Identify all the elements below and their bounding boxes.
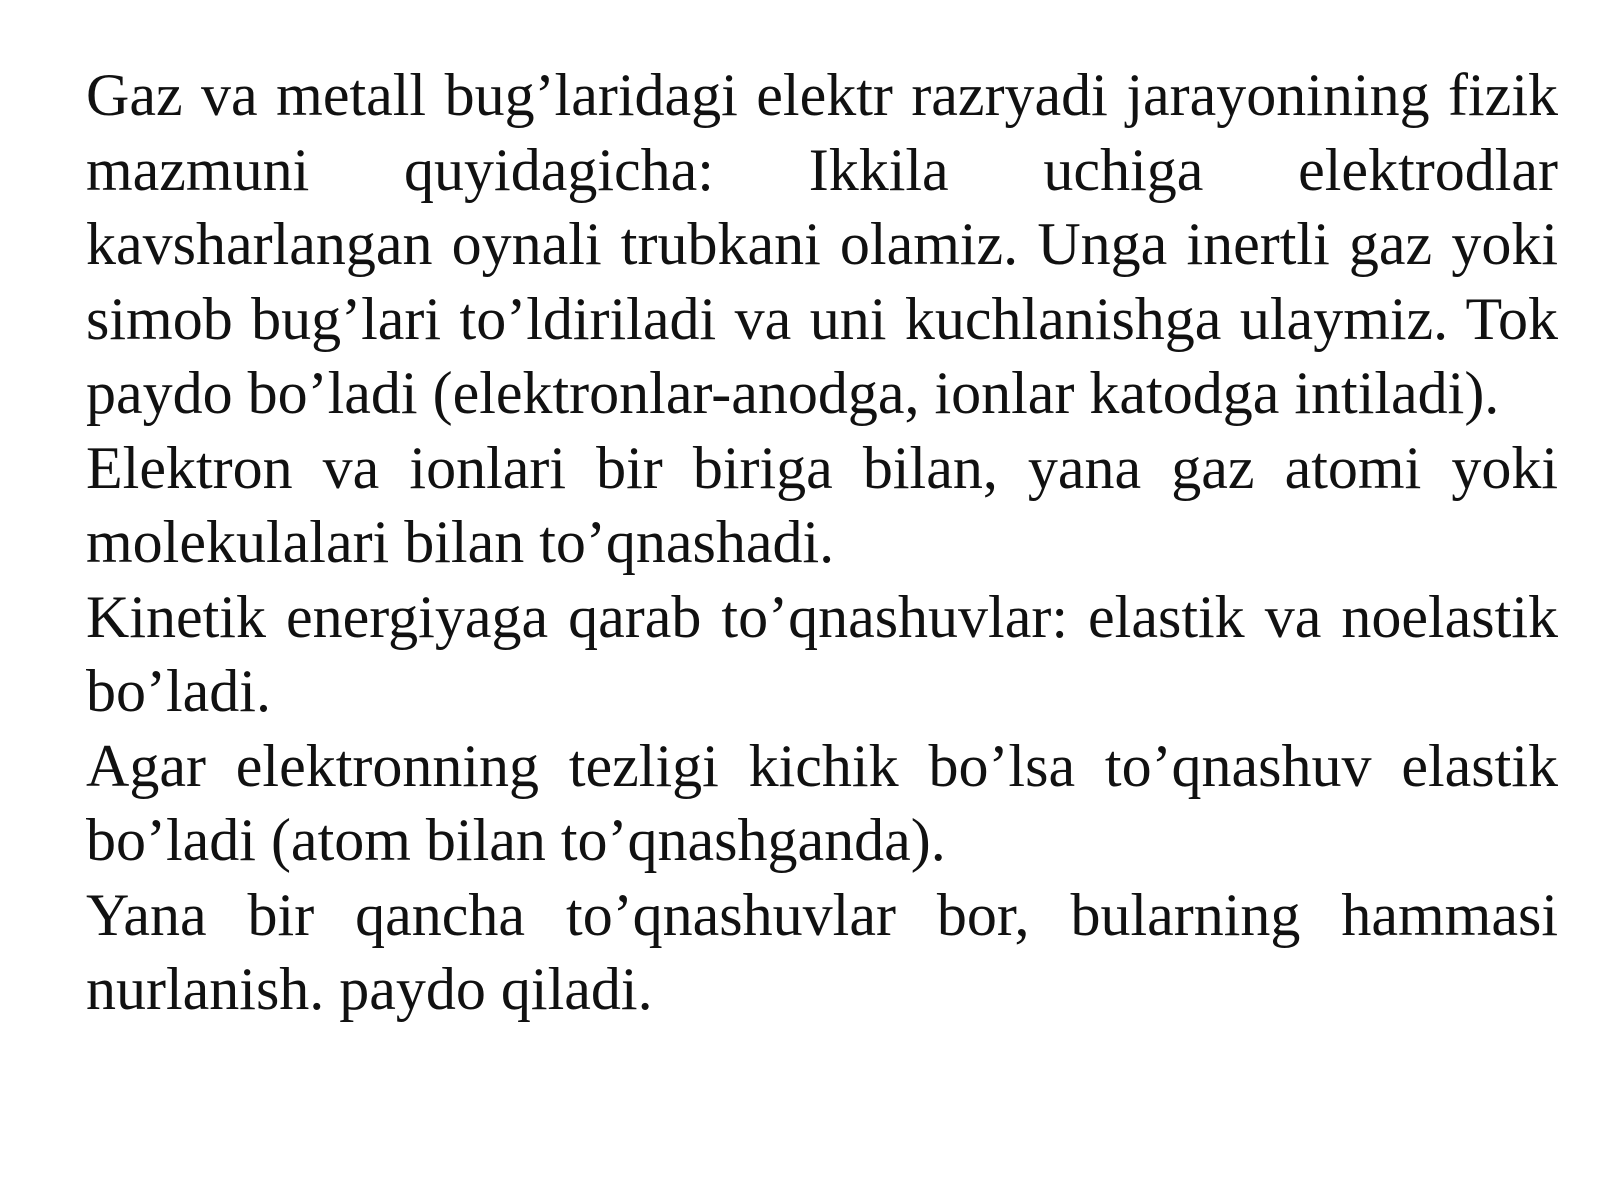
paragraph-elastic-collision: Agar elektronning tezligi kichik bo’lsa to’qnashuv elastik bo’ladi (atom bilan to’qnashganda). — [86, 732, 1558, 873]
document-body — [86, 58, 1558, 1027]
paragraph-radiation: Yana bir qancha to’qnashuvlar bor, bularning hammasi nurlanish. paydo qiladi. — [86, 881, 1558, 1022]
paragraph-collisions: Elektron va ionlari bir biriga bilan, yana gaz atomi yoki molekulalari bilan to’qnashadi. — [86, 434, 1558, 575]
paragraph-gas-discharge: Gaz va metall bug’laridagi elektr razryadi jarayonining fizik mazmuni quyidagicha: Ikkila uchiga elektrodlar kavsharlangan oynali trubkani olamiz. Unga inertli gaz yoki simob bug’lari to’ldiriladi va uni kuchlanishga ulaymiz. Tok paydo bo’ladi (elektronlar-anodga, ionlar katodga intiladi). — [86, 62, 1558, 426]
paragraph-kinetic-energy: Kinetik energiyaga qarab to’qnashuvlar: elastik va noelastik bo’ladi. — [86, 583, 1558, 724]
